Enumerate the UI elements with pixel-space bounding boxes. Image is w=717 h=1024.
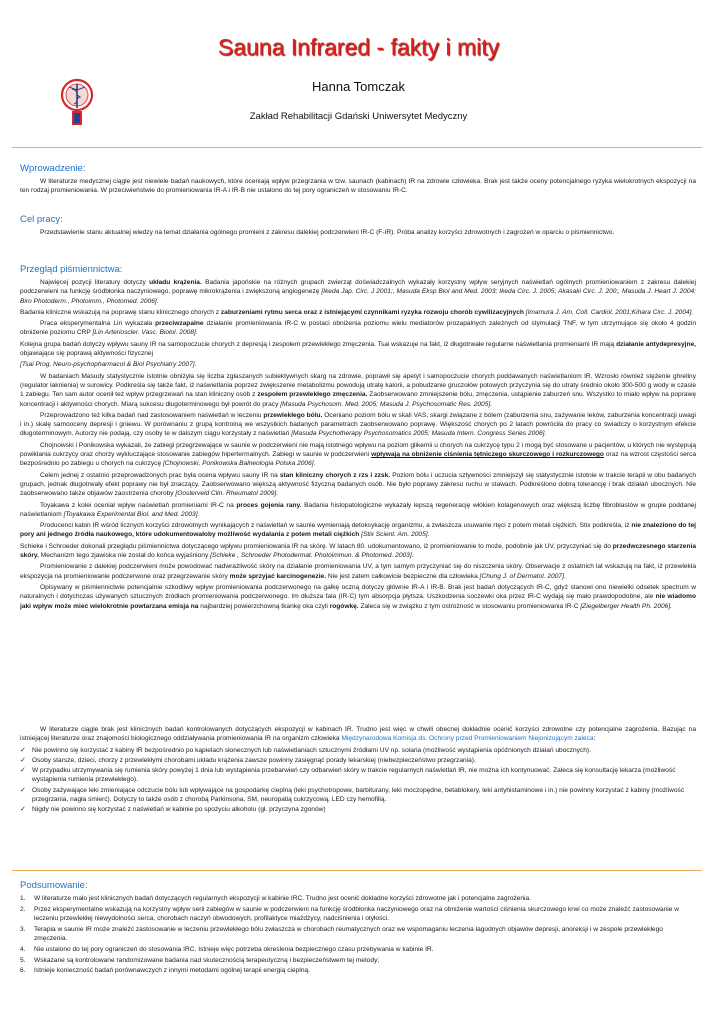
citation: [Imamura J. Am. Coll. Cardiol. 2001;Kihara Circ. J. 2004]. bbox=[523, 308, 694, 316]
checkmark-icon: ✓ bbox=[20, 756, 26, 764]
recommendation-item bbox=[20, 786, 696, 805]
paragraph-text: działanie promieniowania IR-C w postaci obniżenia poziomu wielu mediatorów prozapalnych zależnych od stymulacji TNF, w tym utrzymujące się około 4 godzin obniżenie poziomu CRP bbox=[20, 320, 696, 337]
checkmark-icon: ✓ bbox=[20, 806, 26, 814]
emphasis: może sprzyjać karcinogenezie. bbox=[229, 572, 327, 580]
summary-item bbox=[20, 894, 696, 904]
citation: [Chung J. of Dermatol. 2007]. bbox=[479, 572, 566, 580]
emphasis: proces gojenia rany. bbox=[236, 501, 302, 509]
citation: [Oosterveld Clin. Rheumatol 2009]. bbox=[175, 490, 279, 498]
paragraph-text: Producenci kabin IR wśród licznych korzyści zdrowotnych wynikających z naświetlań w saunie wymieniają detoksykację organizmu, a zwłaszcza usuwanie rtęci z potem metali ciężkich. Stix podkreśla, iż bbox=[40, 522, 632, 530]
summary-item bbox=[20, 945, 696, 955]
citation: [Masuda Psychosom. Med. 2005; Masuda J. Psychosomatic Res. 2005]. bbox=[280, 400, 493, 408]
aim-heading: Cel pracy: bbox=[20, 214, 63, 225]
review-paragraph bbox=[20, 278, 696, 306]
summary-item bbox=[20, 925, 696, 944]
section-aim bbox=[20, 214, 696, 239]
paragraph-text: W badaniach Masudy statystycznie istotnie obniżyła się liczba zgłaszanych subiektywnych skarg na zdrowie, poprawił się apetyt i samopoczucie chorych poddawanych naświetlaniom IR. Wzrosło również stężenie ghreliny (regulator łaknienia) w surowicy. Podkreśla się także fakt, iż naświetlania poprzez zwiększenie metabolizmu powodują utratę kalorii, a pobudzanie gruczołów potowych przyczynia się do utraty średnio około 300-500 g wody w czasie 1 zabiegu. Ten sam autor ocenił też wpływ przegrzewań na stan kliniczny osób z bbox=[20, 372, 696, 399]
summary-item-number: 5. bbox=[20, 956, 26, 964]
recommendation-item bbox=[20, 746, 696, 755]
review-paragraph bbox=[20, 308, 696, 317]
summary-list bbox=[20, 894, 696, 976]
summary-item-number: 3. bbox=[20, 925, 26, 933]
summary-heading: Podsumowanie: bbox=[20, 880, 88, 891]
introduction-text: W literaturze medycznej ciągle jest niewiele badań naukowych, które oceniają wpływ przegrzania w tzw. saunach (kabinach) IR na zdrowie człowieka. Brak jest także oceny potencjalnego ryzyka wielokrotnych ekspozycji na ten rodzaj promieniowania. W przeciwieństwie do promieniowania IR-A i IR-B nie ustalono do tej pory ograniczeń w stosowaniu IR-C. bbox=[20, 178, 696, 195]
paragraph-text: Zaobserwowano zmniejszenie bólu, zmęczenia, ustąpienie zaburzeń snu. Wszystko to miało wpływ na poprawę koncentracji i aktywności chorych. Miarą sukcesu długoterminowego był powrót do pracy bbox=[20, 391, 697, 408]
citation: [Ziegelberger Health Ph. 2006]. bbox=[580, 602, 672, 610]
paragraph-text: Schieke i Schroeder dokonali przeglądu piśmiennictwa dotyczącego wpływu promieniowania IR na skórę. W latach 80. udokumentowano, iż promieniowanie to może, podobnie jak UV, przyczyniać się do bbox=[20, 542, 613, 550]
paragraph-text: Nie jest zatem całkowicie bezpieczne dla człowieka bbox=[326, 572, 480, 580]
citation: [Chojnowski, Ponikowska Balneologia Polska 2006]. bbox=[162, 460, 316, 468]
review-paragraph bbox=[20, 542, 696, 561]
emphasis: zespołem przewlekłego zmęczenia. bbox=[257, 391, 368, 399]
icnirp-link-text: Międzynarodowa Komisja ds. Ochrony przed Promieniowaniem Niejonizującym zaleca bbox=[341, 735, 594, 743]
summary-item bbox=[20, 905, 696, 924]
review-paragraph bbox=[20, 562, 696, 581]
review-heading: Przegląd piśmiennictwa: bbox=[20, 264, 123, 275]
paragraph-text: najbardziej powierzchowną tkankę oka czyli bbox=[198, 602, 330, 610]
recommendation-text: Nie powinno się korzystać z kabiny IR bezpośrednio po kąpielach słonecznych lub naświetlaniach sztucznymi źródłami UV np. solaria (możliwość wystąpienia opóźnionych działań ubocznych). bbox=[32, 746, 591, 754]
citation: [Schieke , Schroeder Photodermat. Photoimmun. & Photomed. 2003]. bbox=[210, 552, 414, 560]
review-paragraph bbox=[20, 319, 696, 338]
checkmark-icon: ✓ bbox=[20, 746, 26, 754]
affiliation: Zakład Rehabilitacji Gdański Uniwersytet Medyczny bbox=[249, 111, 468, 122]
citation: [Stix Scient. Am. 2005]. bbox=[361, 531, 430, 539]
paragraph-text: Badania japońskie na różnych grupach zwierząt doświadczalnych wykazały korzystny wpływ seryjnych naświetlań ogólnych promieniowaniem z zakresu dalekiej podczerwieni na funkcję śródbłonka naczyniowego, poprawę mikrokrążenia i zwiększoną angiogenezę bbox=[20, 279, 696, 296]
paragraph-text: objawiające się poprawą aktywności fizycznej bbox=[20, 350, 154, 358]
recommendations-intro bbox=[20, 725, 696, 744]
citation: [Toyakawa Experimental Biol. and Med. 2003]. bbox=[63, 510, 200, 518]
paragraph-text: Mechanizm tego zjawiska nie został do końca wyjaśniony bbox=[38, 552, 211, 560]
recommendations-intro-text: W literaturze ciągle brak jest klinicznych badań kontrolowanych dotyczących ekspozycji w kabinach IR. Trudno jest więc w chwili obecnej dokładnie ocenić korzyści zdrowotne czy potencjalne zagrożenia. Bazując na istniejącej literaturze oraz znajomości biologicznego oddziaływania promieniowania IR na organizm człowieka bbox=[20, 726, 696, 743]
paragraph-text: Najwięcej pozycji literatury dotyczy bbox=[40, 279, 150, 286]
paragraph-text: Toyakawa z kolei oceniał wpływ naświetlań promieniami IR-C na bbox=[40, 501, 237, 509]
recommendation-item bbox=[20, 805, 696, 814]
review-paragraph bbox=[20, 471, 696, 499]
emphasis: stan kliniczny chorych z rzs i zzsk. bbox=[279, 471, 391, 479]
paragraph-text: Badania histopatologiczne wykazały lepszą regenerację włókien kolagenowych oraz większą liczbę fibroblastów w grupie poddanej naświetlaniom bbox=[20, 501, 696, 518]
paragraph-text: oraz na wzrost częstości serca bezpośrednio po zabiegu u chorych na cukrzycę bbox=[20, 451, 696, 468]
paragraph-text: Promieniowanie z dalekiej podczerwieni może powodować nadwrażliwość skóry na działanie promieniowania UV, a tym samym przyczyniać się do niszczenia skóry. Obserwacje z ostatnich lat wskazują na fakt, iż przewlekła ekspozycja na promieniowanie podczerwone oraz przegrzewanie skóry bbox=[20, 563, 696, 580]
review-paragraph bbox=[20, 411, 696, 439]
summary-item bbox=[20, 956, 696, 966]
recommendation-item bbox=[20, 756, 696, 765]
summary-item-text: Terapia w saunie IR może znaleźć zastosowanie w leczeniu przewlekłego bólu zwłaszcza w chorobach reumatycznych oraz we wspomaganiu leczenia łagodnych objawów depresji, anoreksji i w zespole przewlekłego zmęczenia. bbox=[34, 925, 663, 943]
paragraph-text: Celem jednej z ostatnio przeprowadzonych prac była ocena wpływu sauny IR na bbox=[40, 471, 280, 479]
summary-item-number: 2. bbox=[20, 905, 26, 913]
paragraph-text: Przeprowadzono też kilka badań nad zastosowaniem naświetlań w leczeniu bbox=[40, 411, 264, 419]
recommendation-text: W przypadku utrzymywania się rumienia skóry powyżej 1 dnia lub wystąpienia przebarwień czy odbarwień skóry w trakcie regularnych naświetlań IR, nie można ich kontynuować. Zaleca się konsultację lekarza (możliwość wystąpienia rumienia przewlekłego). bbox=[32, 767, 676, 784]
summary-item-number: 4. bbox=[20, 945, 26, 953]
paragraph-text: Oceniano poziom bólu w skali VAS, skargi związane z bólem (zaburzenia snu, zażywanie leków, zaburzenia koncentracji uwagi i in.) skalę samooceny depresji i gniewu. W porównaniu z grupą kontrolną we wszystkich badanych parametrach zaobserwowano poprawę. Większość chorych po 2 latach powróciła do pracy co świadczy o korzystnym efekcie długoterminowym. Autorzy nie podają, czy osoby te w dalszym ciągu korzystały z naświetlań bbox=[20, 411, 696, 438]
checkmark-icon: ✓ bbox=[20, 786, 26, 794]
summary-item-text: Nie ustalono do tej pory ograniczeń do stosowania IRC. Istnieje więc potrzeba określenia bezpiecznego czasu przebywania w kabinie IR. bbox=[34, 945, 434, 953]
summary-item-text: W literaturze mało jest klinicznych badań dotyczących regularnych ekspozycji w kabinie IRC. Trudno jest ocenić dokładne korzyści zdrowotne jak i potencjalne zagrożenia. bbox=[34, 895, 531, 902]
summary-item-number: 6. bbox=[20, 967, 26, 975]
summary-item-text: Istnieje konieczność badań porównawczych z innymi metodami ogólnej terapii energią cieplną. bbox=[34, 967, 310, 975]
section-summary bbox=[20, 880, 696, 977]
poster-title: Sauna Infrared - fakty i mity bbox=[217, 34, 500, 60]
review-body bbox=[20, 278, 696, 611]
review-paragraph bbox=[20, 372, 696, 409]
review-paragraph bbox=[20, 441, 696, 469]
paragraph-text: Poziom bólu i uczucia sztywności zmniejszył się statystycznie istotnie w trakcie terapii w obu badanych grupach, jednak długotrwały efekt poprawy nie był znaczący. Zaobserwowano większą aktywność fizyczną badanych osób. Nie było poprawy zakresu ruchu w stawach. Podkreślono dobrą tolerancję i brak działań ubocznych. Nie zaobserwowano także objawów zaostrzenia choroby bbox=[20, 471, 697, 498]
paragraph-text: Kolejna grupa badań dotyczy wpływu sauny IR na samopoczucie chorych z depresją i zespołem przewlekłego zmęczenia. Tsai wskazuje na fakt, iż długotrwałe regularne naświetlania promieniami IR mają bbox=[20, 340, 617, 348]
section-literature-review bbox=[20, 264, 696, 613]
review-paragraph bbox=[20, 340, 696, 359]
recommendation-text: Osoby starsze, dzieci, chorzy z przewlekłymi chorobami układu krążenia zawsze powinny zasięgnąć porady lekarskiej (niebezpieczeństwo przegrzania). bbox=[32, 756, 476, 764]
emphasis: rogówkę. bbox=[329, 602, 359, 610]
paragraph-text: Chojnowski i Ponikowska wykazali, że zabiegi przegrzewające w saunie w podczerwieni nie mają istotnego wpływu na poziom glikemii u chorych na cukrzycę typu 2 i mogą być stosowane u pacjentów, u których nie występują powikłania cukrzycy oraz chorzy wykluczające stosowanie zabiegów hipertermalnych. Zabiegi w saunie w podczerwieni bbox=[20, 441, 696, 459]
paragraph-text: Badania kliniczne wskazują na poprawę stanu klinicznego chorych z bbox=[20, 308, 221, 316]
summary-item-text: Przez eksperymentalne wskazują na korzystny wpływ serii zabiegów w saunie w podczerwieni na funkcję śródbłonka naczyniowego oraz na obniżenie wartości ciśnienia skurczowego krwi co może znaleźć zastosowanie w leczeniu przewlekłej niewydolności serca, chorobach naczyń obwodowych, profilaktyce miażdżycy, nadciśnienia i otyłości. bbox=[34, 905, 680, 923]
summary-item-text: Wskazane są kontrolowane randomizowane badania nad skutecznością terapeutyczną i bezpieczeństwem tej metody; bbox=[34, 956, 380, 964]
section-recommendations bbox=[20, 725, 696, 816]
citation: [Masuda Psychotherapy Psychosomatics 2005; Masuda Intern. Congress Series 2006]. bbox=[291, 430, 547, 438]
recommendation-item bbox=[20, 766, 696, 785]
recommendation-text: Nigdy nie powinno się korzystać z naświetlań w kabinie po spożyciu alkoholu (gł. przyczyna zgonów) bbox=[32, 806, 326, 814]
emphasis: przeciwzapalne bbox=[155, 320, 204, 328]
review-paragraph bbox=[20, 501, 696, 520]
citation: [Tsai Prog. Neuro-psychopharmacol & Biol Psychiatry 2007]. bbox=[20, 361, 197, 369]
emphasis: nie wiadomo jaki wpływ może mieć wielokrotnie powtarzana emisja na bbox=[20, 593, 696, 610]
review-paragraph bbox=[20, 521, 696, 540]
citation: [Ikeda Jap. Circ. J 2001;, Masuda Eksp Biol and Med. 2003; Ikeda Circ. J. 2005; Akasaki Circ. J. 200;, Masuda J. Heart J. 2004; Biro Photoderm., Photoimm., Photomed. 2006]. bbox=[20, 288, 696, 305]
summary-item-number: 1. bbox=[20, 895, 26, 902]
emphasis: działanie antydepresyjne, bbox=[616, 340, 697, 348]
divider-bottom bbox=[12, 870, 702, 871]
recommendation-text: Osoby zażywające leki zmieniające odczucie bólu lub wpływające na gospodarkę cieplną (leki psychotropowe, barbiturany, leki moczopędne, betablokery, leki antyhistaminowe i in.) nie powinny korzystać z kabiny (możliwość przegrzania, nagła śmierć). Dotyczy to także osób z chorobą Parkinsona, SM, neuropatią cukrzycową, LED czy hemofilią. bbox=[32, 786, 685, 804]
paragraph-text: Praca eksperymentalna Lin wykazała bbox=[40, 320, 156, 328]
citation: [Lin Arterioscler. Vasc. Biolol. 2008]. bbox=[92, 329, 198, 337]
emphasis: przewlekłego bólu. bbox=[263, 411, 323, 419]
paragraph-text: Zaleca się w związku z tym ostrożność w stosowaniu promieniowania IR-C bbox=[358, 602, 581, 610]
emphasis: przedwczesnego starzenia skóry. bbox=[20, 542, 696, 560]
recommendations-intro-colon: : bbox=[593, 735, 596, 743]
emphasis: układu krążenia. bbox=[149, 279, 202, 286]
recommendation-list bbox=[20, 746, 696, 815]
review-paragraph bbox=[20, 583, 696, 611]
emphasis: wpływają na obniżenie ciśnienia tętniczego skurczowego i rozkurczowego bbox=[371, 451, 604, 459]
checkmark-icon: ✓ bbox=[20, 767, 26, 775]
divider-top bbox=[12, 147, 702, 148]
emphasis: nie znaleziono do tej pory ani jednego źródła naukowego, które udokumentowałoby możliwość wydalania z potem metali ciężkich bbox=[20, 522, 696, 539]
introduction-heading: Wprowadzenie: bbox=[20, 163, 86, 174]
section-introduction bbox=[20, 163, 696, 198]
review-paragraph bbox=[20, 360, 696, 369]
aim-text: Przedstawienie stanu aktualnej wiedzy na temat działania ogólnego promieni z zakresu dalekiej podczerwieni IR-C (F-IR). Próba analizy korzyści zdrowotnych i zagrożeń w oparciu o piśmiennictwo. bbox=[40, 229, 615, 236]
emphasis: zaburzeniami rytmu serca oraz z istniejącymi czynnikami ryzyka rozwoju chorób cywilizacyjnych bbox=[220, 308, 524, 316]
author-name: Hanna Tomczak bbox=[312, 79, 405, 94]
summary-item bbox=[20, 966, 696, 976]
paragraph-text: Opisywany w piśmiennictwie potencjalnie szkodliwy wpływ promieniowania podczerwonego na gałkę oczną dotyczy głównie IR-A i IR-B. Brak jest badań dotyczących IR-C, gdyż stanowi ono niewielki odsetek spectrum w naturalnych i dotychczas używanych sztucznych źródłach promieniowania podczerwonego. Im dłuższa fala (IR-C) tym absorpcja płytsza. Uszkodzenia soczewki oka przez IR-C wydają się mało prawdopodobne, ale bbox=[20, 583, 696, 601]
